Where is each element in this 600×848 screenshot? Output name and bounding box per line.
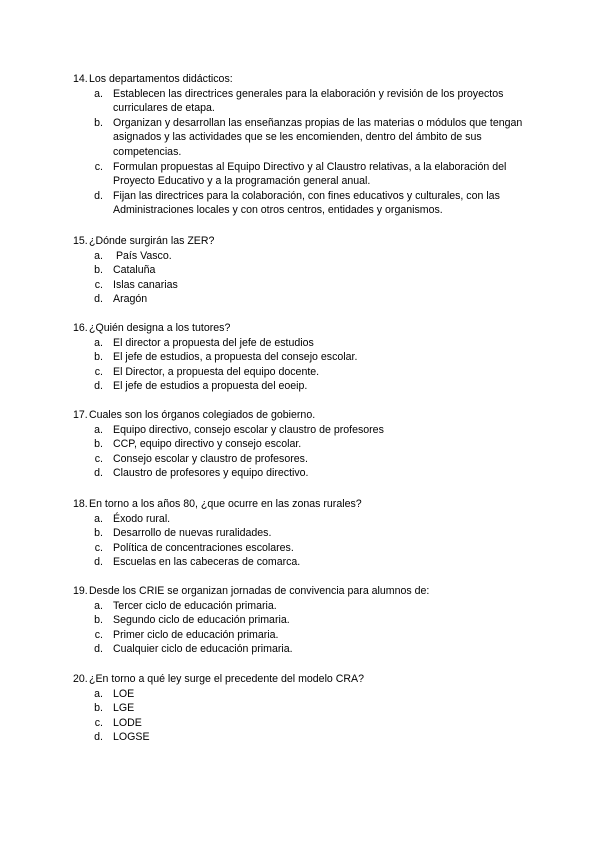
option-text: LOE: [113, 687, 135, 700]
option-letter: a.: [94, 687, 103, 700]
option-letter: b.: [94, 702, 103, 715]
option-letter: c.: [94, 628, 103, 641]
option-b: [73, 350, 533, 365]
question-header: [73, 72, 533, 87]
option-text: LGE: [113, 702, 135, 715]
option-letter: d.: [94, 556, 103, 569]
option-c: [73, 541, 533, 556]
question-number: 15.: [73, 235, 88, 247]
option-b: [73, 263, 533, 278]
question-header: [73, 497, 533, 512]
question-text: En torno a los años 80, ¿que ocurre en las zonas rurales?: [89, 498, 362, 510]
option-b: [73, 116, 533, 160]
option-b: [73, 437, 533, 452]
option-text: Organizan y desarrollan las enseñanzas propias de las materias o módulos que tengan asignados y las actividades que se les encomienden, dentro del ámbito de sus competencias.: [113, 116, 523, 158]
option-c: [73, 365, 533, 380]
option-text: Islas canarias: [113, 278, 178, 291]
option-text: El jefe de estudios, a propuesta del consejo escolar.: [113, 351, 358, 364]
option-text: El Director, a propuesta del equipo docente.: [113, 365, 320, 378]
option-d: [73, 189, 533, 218]
option-a: [73, 599, 533, 614]
option-letter: d.: [94, 467, 103, 480]
option-a: [73, 423, 533, 438]
options-list: [73, 687, 533, 745]
question-header: [73, 321, 533, 336]
options-list: [73, 336, 533, 394]
option-letter: d.: [94, 293, 103, 306]
option-letter: d.: [94, 380, 103, 393]
option-letter: a.: [94, 87, 103, 100]
question-19: [73, 584, 533, 657]
option-text: Tercer ciclo de educación primaria.: [113, 599, 277, 612]
option-b: [73, 613, 533, 628]
option-text: Escuelas en las cabeceras de comarca.: [113, 556, 301, 569]
option-a: [73, 512, 533, 527]
option-c: [73, 628, 533, 643]
question-text: Los departamentos didácticos:: [89, 73, 233, 85]
option-a: [73, 87, 533, 116]
option-b: [73, 701, 533, 716]
options-list: [73, 249, 533, 307]
option-a: [73, 336, 533, 351]
option-text: Desarrollo de nuevas ruralidades.: [113, 527, 272, 540]
question-text: ¿Quién designa a los tutores?: [89, 322, 231, 334]
question-header: [73, 584, 533, 599]
question-number: 20.: [73, 673, 88, 685]
option-letter: d.: [94, 731, 103, 744]
option-text: Consejo escolar y claustro de profesores.: [113, 452, 308, 465]
option-text: Establecen las directrices generales para la elaboración y revisión de los proyectos curriculares de etapa.: [113, 87, 504, 115]
question-header: [73, 672, 533, 687]
question-16: [73, 321, 533, 394]
option-letter: a.: [94, 336, 103, 349]
option-d: [73, 730, 533, 745]
question-text: Desde los CRIE se organizan jornadas de convivencia para alumnos de:: [89, 585, 430, 597]
question-number: 17.: [73, 409, 88, 421]
option-c: [73, 160, 533, 189]
option-letter: b.: [94, 116, 103, 129]
option-letter: c.: [94, 716, 103, 729]
option-text: Primer ciclo de educación primaria.: [113, 628, 279, 641]
option-text: Cataluña: [113, 264, 156, 277]
option-letter: c.: [94, 452, 103, 465]
option-letter: a.: [94, 512, 103, 525]
question-text: ¿Dónde surgirán las ZER?: [89, 235, 215, 247]
option-c: [73, 452, 533, 467]
option-text: Segundo ciclo de educación primaria.: [113, 614, 290, 627]
option-letter: b.: [94, 264, 103, 277]
option-d: [73, 466, 533, 481]
question-header: [73, 408, 533, 423]
options-list: [73, 87, 533, 218]
question-text: Cuales son los órganos colegiados de gobierno.: [89, 409, 316, 421]
option-letter: a.: [94, 599, 103, 612]
question-number: 16.: [73, 322, 88, 334]
question-number: 18.: [73, 498, 88, 510]
option-letter: d.: [94, 189, 103, 202]
options-list: [73, 512, 533, 570]
option-letter: c.: [94, 278, 103, 291]
question-17: [73, 408, 533, 481]
option-letter: c.: [94, 160, 103, 173]
option-text: Formulan propuestas al Equipo Directivo y al Claustro relativas, a la elaboración del Proyecto Educativo y a la programación general anual.: [113, 160, 507, 188]
question-header: [73, 234, 533, 249]
option-letter: b.: [94, 614, 103, 627]
option-text: LODE: [113, 716, 142, 729]
option-text: El director a propuesta del jefe de estudios: [113, 336, 314, 349]
option-d: [73, 379, 533, 394]
options-list: [73, 599, 533, 657]
option-text: Cualquier ciclo de educación primaria.: [113, 643, 293, 656]
option-letter: c.: [94, 541, 103, 554]
question-14: [73, 72, 533, 218]
option-letter: b.: [94, 351, 103, 364]
option-letter: d.: [94, 643, 103, 656]
option-d: [73, 642, 533, 657]
option-c: [73, 716, 533, 731]
option-a: [73, 687, 533, 702]
option-b: [73, 526, 533, 541]
option-text: LOGSE: [113, 731, 150, 744]
option-text: Equipo directivo, consejo escolar y claustro de profesores: [113, 423, 384, 436]
question-text: ¿En torno a qué ley surge el precedente del modelo CRA?: [89, 673, 365, 685]
question-18: [73, 497, 533, 570]
option-letter: b.: [94, 527, 103, 540]
option-a: [73, 249, 533, 264]
question-15: [73, 234, 533, 307]
option-letter: b.: [94, 438, 103, 451]
option-text: El jefe de estudios a propuesta del eoeip.: [113, 380, 308, 393]
option-text: CCP, equipo directivo y consejo escolar.: [113, 438, 302, 451]
question-20: [73, 672, 533, 745]
option-text: Política de concentraciones escolares.: [113, 541, 294, 554]
question-number: 14.: [73, 73, 88, 85]
option-c: [73, 278, 533, 293]
option-letter: a.: [94, 249, 103, 262]
option-d: [73, 292, 533, 307]
option-text: Aragón: [113, 293, 148, 306]
option-text: Claustro de profesores y equipo directivo.: [113, 467, 309, 480]
option-d: [73, 555, 533, 570]
option-text: Fijan las directrices para la colaboración, con fines educativos y culturales, con las Administraciones locales y con otros centros, entidades y organismos.: [113, 189, 500, 217]
option-text: País Vasco.: [113, 249, 172, 262]
option-text: Éxodo rural.: [113, 512, 171, 525]
option-letter: a.: [94, 423, 103, 436]
question-number: 19.: [73, 585, 88, 597]
option-letter: c.: [94, 365, 103, 378]
options-list: [73, 423, 533, 481]
